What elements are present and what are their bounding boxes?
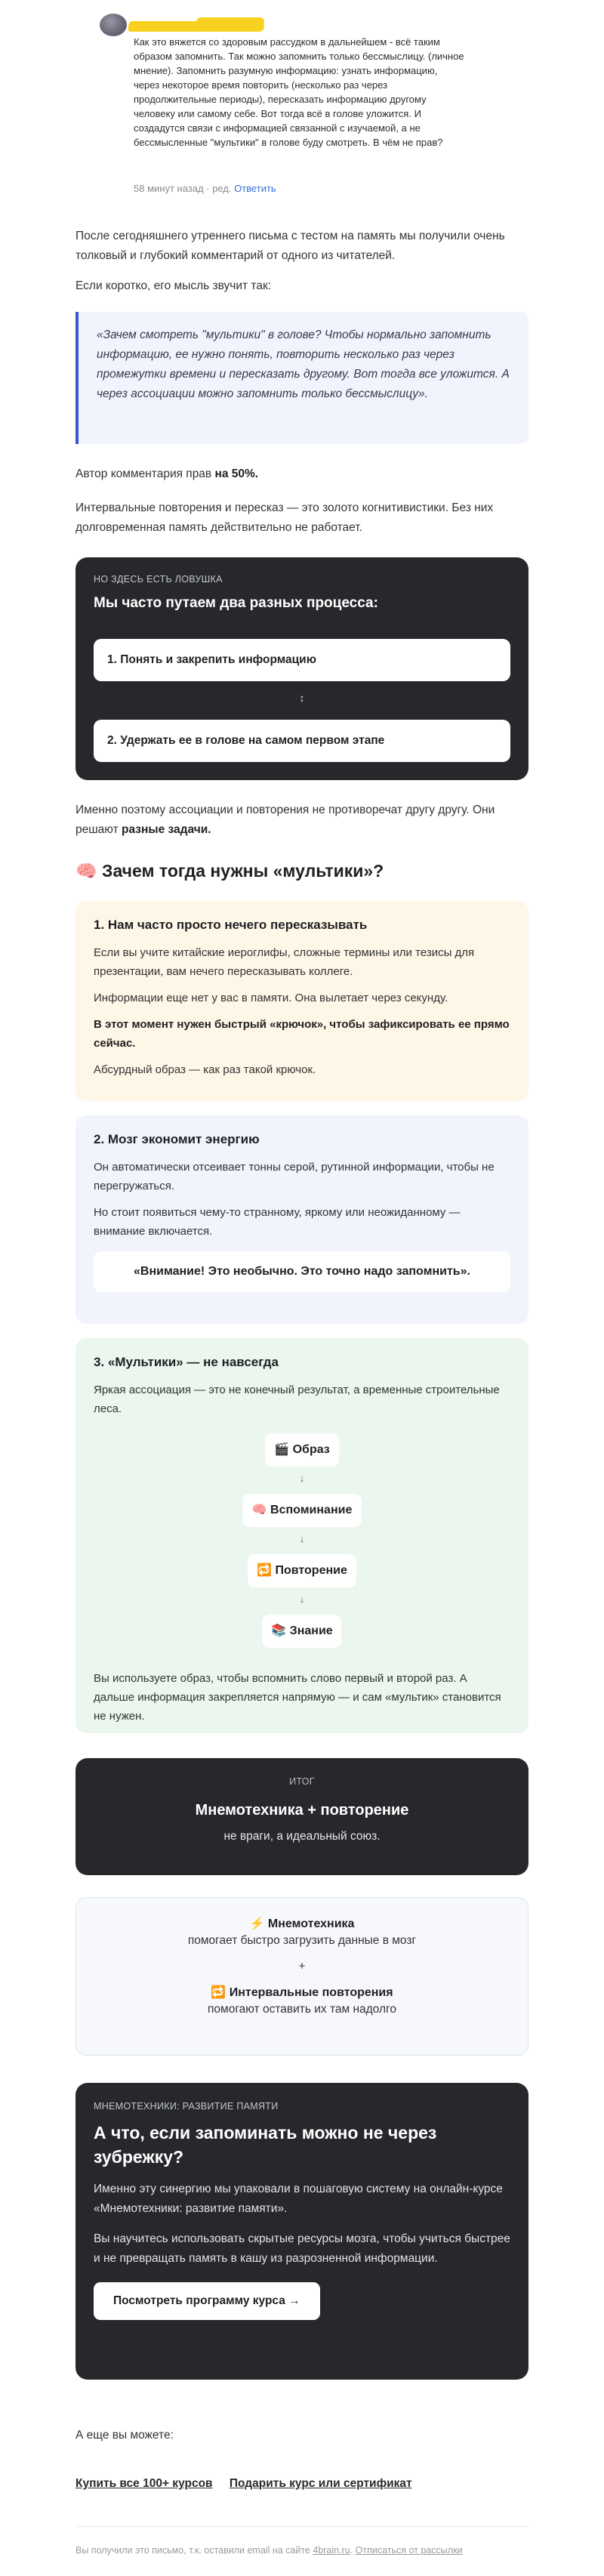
comment-text: Как это вяжется со здоровым рассудком в дальнейшем - всё таким образом запомнить. Так можно запомнить только бессмыслицу. (личное мнение). Запомнить разумную информацию: узнать информацию, через некоторое время повторить (несколько раз через продолжительные периоды), пересказать информацию другому человеку или самому себе. Вот тогда всё в голове уложится. И создадутся связи с информацией связанной с изучаемой, а не бессмысленные "мультики" в голове буду смотреть. В чём не прав?	[134, 36, 464, 148]
bold-text: В этот момент нужен быстрый «крючок», чтобы зафиксировать ее прямо сейчас.	[94, 1018, 510, 1050]
text-span: Именно поэтому ассоциации и повторения не противоречат другу другу. Они решают	[76, 804, 495, 836]
reason-card-3	[76, 1338, 528, 1733]
site-link[interactable]: 4brain.ru	[313, 2545, 350, 2556]
text-span: Автор комментария прав	[76, 467, 215, 480]
reason-card-1	[76, 901, 528, 1101]
memory-flow	[94, 1426, 510, 1652]
flow-step-image: 🎬 Образ	[265, 1433, 339, 1467]
down-arrow-icon: ↓	[299, 1473, 305, 1484]
promo-text: Именно эту синергию мы упаковали в пошаговую систему на онлайн-курсе «Мнемотехники: развитие памяти».	[94, 2183, 503, 2215]
card-text: Но стоит появиться чему-то странному, яркому или неожиданному — внимание включается.	[94, 1206, 461, 1238]
repetition-title: 🔁 Интервальные повторения	[211, 1986, 393, 1999]
card-title: 2. Мозг экономит энергию	[94, 1132, 260, 1146]
conclusion-paragraph	[76, 801, 528, 840]
trap-title: Мы часто путаем два разных процесса:	[94, 595, 378, 611]
section-title: Зачем тогда нужны «мультики»?	[102, 861, 384, 881]
combo-block	[76, 1897, 528, 2056]
view-program-button[interactable]: Посмотреть программу курса →	[94, 2282, 320, 2320]
promo-title: А что, если запоминать можно не через зубрежку?	[94, 2123, 437, 2167]
reader-comment	[76, 14, 528, 202]
reason-card-2	[76, 1115, 528, 1324]
card-text: Он автоматически отсеивает тонны серой, рутинной информации, чтобы не перегружаться.	[94, 1161, 495, 1192]
percent-bold: на 50%.	[214, 467, 259, 480]
section-heading	[76, 861, 528, 881]
down-arrow-icon: ↓	[299, 1593, 305, 1605]
trap-block	[76, 557, 528, 780]
intro-summary: Если коротко, его мысль звучит так:	[76, 279, 272, 292]
card-text-bold	[94, 1015, 510, 1053]
reply-link[interactable]: Ответить	[234, 183, 276, 194]
unsubscribe-link[interactable]: Отписаться от рассылки	[355, 2545, 463, 2556]
card-title: 3. «Мультики» — не навсегда	[94, 1355, 279, 1369]
process-item-1: 1. Понять и закрепить информацию	[94, 639, 510, 681]
card-title: 1. Нам часто просто нечего пересказывать	[94, 918, 368, 932]
summary-title: Мнемотехника + повторение	[195, 1802, 409, 1819]
brain-icon: 🧠	[76, 861, 97, 881]
comment-quote: «Зачем смотреть "мультики" в голове? Чтобы нормально запомнить информацию, ее нужно понять, повторить несколько раз через промежутки времени и пересказать другому. Вот тогда все уложится. А через ассоциации можно запомнить только бессмыслицу».	[76, 312, 528, 444]
intro-paragraph: После сегодняшнего утреннего письма с тестом на память мы получили очень толковый и глубокий комментарий от одного из читателей.	[76, 230, 505, 262]
course-promo	[76, 2083, 528, 2380]
more-text: А еще вы можете:	[76, 2429, 174, 2442]
footer-links	[76, 2477, 528, 2491]
divider	[76, 2526, 528, 2527]
footer-note	[76, 2545, 528, 2556]
comment-meta	[134, 183, 276, 194]
gift-course-link[interactable]: Подарить курс или сертификат	[229, 2477, 412, 2490]
card-text: Абсурдный образ — как раз такой крючок.	[94, 1063, 316, 1076]
summary-block	[76, 1758, 528, 1875]
summary-subtitle: не враги, а идеальный союз.	[223, 1830, 381, 1843]
buy-all-courses-link[interactable]: Купить все 100+ курсов	[76, 2477, 213, 2490]
flow-step-repetition: 🔁 Повторение	[248, 1554, 356, 1587]
tasks-bold: разные задачи.	[122, 823, 211, 836]
card-text: Яркая ассоциация — это не конечный результат, а временные строительные леса.	[94, 1384, 500, 1415]
trap-eyebrow: НО ЗДЕСЬ ЕСТЬ ЛОВУШКА	[94, 574, 223, 585]
up-down-arrow-icon: ↕	[299, 692, 305, 704]
flow-step-recall: 🧠 Вспоминание	[243, 1494, 362, 1527]
avatar	[100, 14, 127, 36]
flow-step-knowledge: 📚 Знание	[262, 1615, 341, 1648]
redacted-name-highlight	[196, 17, 264, 26]
summary-eyebrow: ИТОГ	[289, 1776, 315, 1787]
attention-highlight: «Внимание! Это необычно. Это точно надо запомнить».	[94, 1251, 510, 1292]
promo-text: Вы научитесь использовать скрытые ресурсы мозга, чтобы учиться быстрее и не превращать память в кашу из разрозненной информации.	[94, 2232, 510, 2265]
comment-timestamp: 58 минут назад · ред.	[134, 183, 232, 194]
plus-sign: +	[298, 1960, 306, 1973]
card-text: Вы используете образ, чтобы вспомнить слово первый и второй раз. А дальше информация закрепляется напрямую — и сам «мультик» становится не нужен.	[94, 1672, 501, 1723]
author-right-paragraph	[76, 464, 528, 484]
mnemonics-text: помогает быстро загрузить данные в мозг	[187, 1934, 417, 1947]
card-text: Если вы учите китайские иероглифы, сложные термины или тезисы для презентации, вам нечего пересказывать коллеге.	[94, 946, 475, 978]
card-text: Информации еще нет у вас в памяти. Она вылетает через секунду.	[94, 992, 448, 1004]
repetition-text: помогают оставить их там надолго	[208, 2003, 396, 2016]
spaced-repetition-paragraph: Интервальные повторения и пересказ — это золото когнитивистики. Без них долговременная память действительно не работает.	[76, 501, 494, 534]
promo-eyebrow: МНЕМОТЕХНИКИ: РАЗВИТИЕ ПАМЯТИ	[94, 2101, 279, 2112]
process-item-2: 2. Удержать ее в голове на самом первом этапе	[94, 720, 510, 762]
footer-text: Вы получили это письмо, т.к. оставили email на сайте	[76, 2545, 313, 2556]
footer-sep: .	[350, 2545, 356, 2556]
down-arrow-icon: ↓	[299, 1533, 305, 1544]
mnemonics-title: ⚡ Мнемотехника	[249, 1917, 355, 1930]
